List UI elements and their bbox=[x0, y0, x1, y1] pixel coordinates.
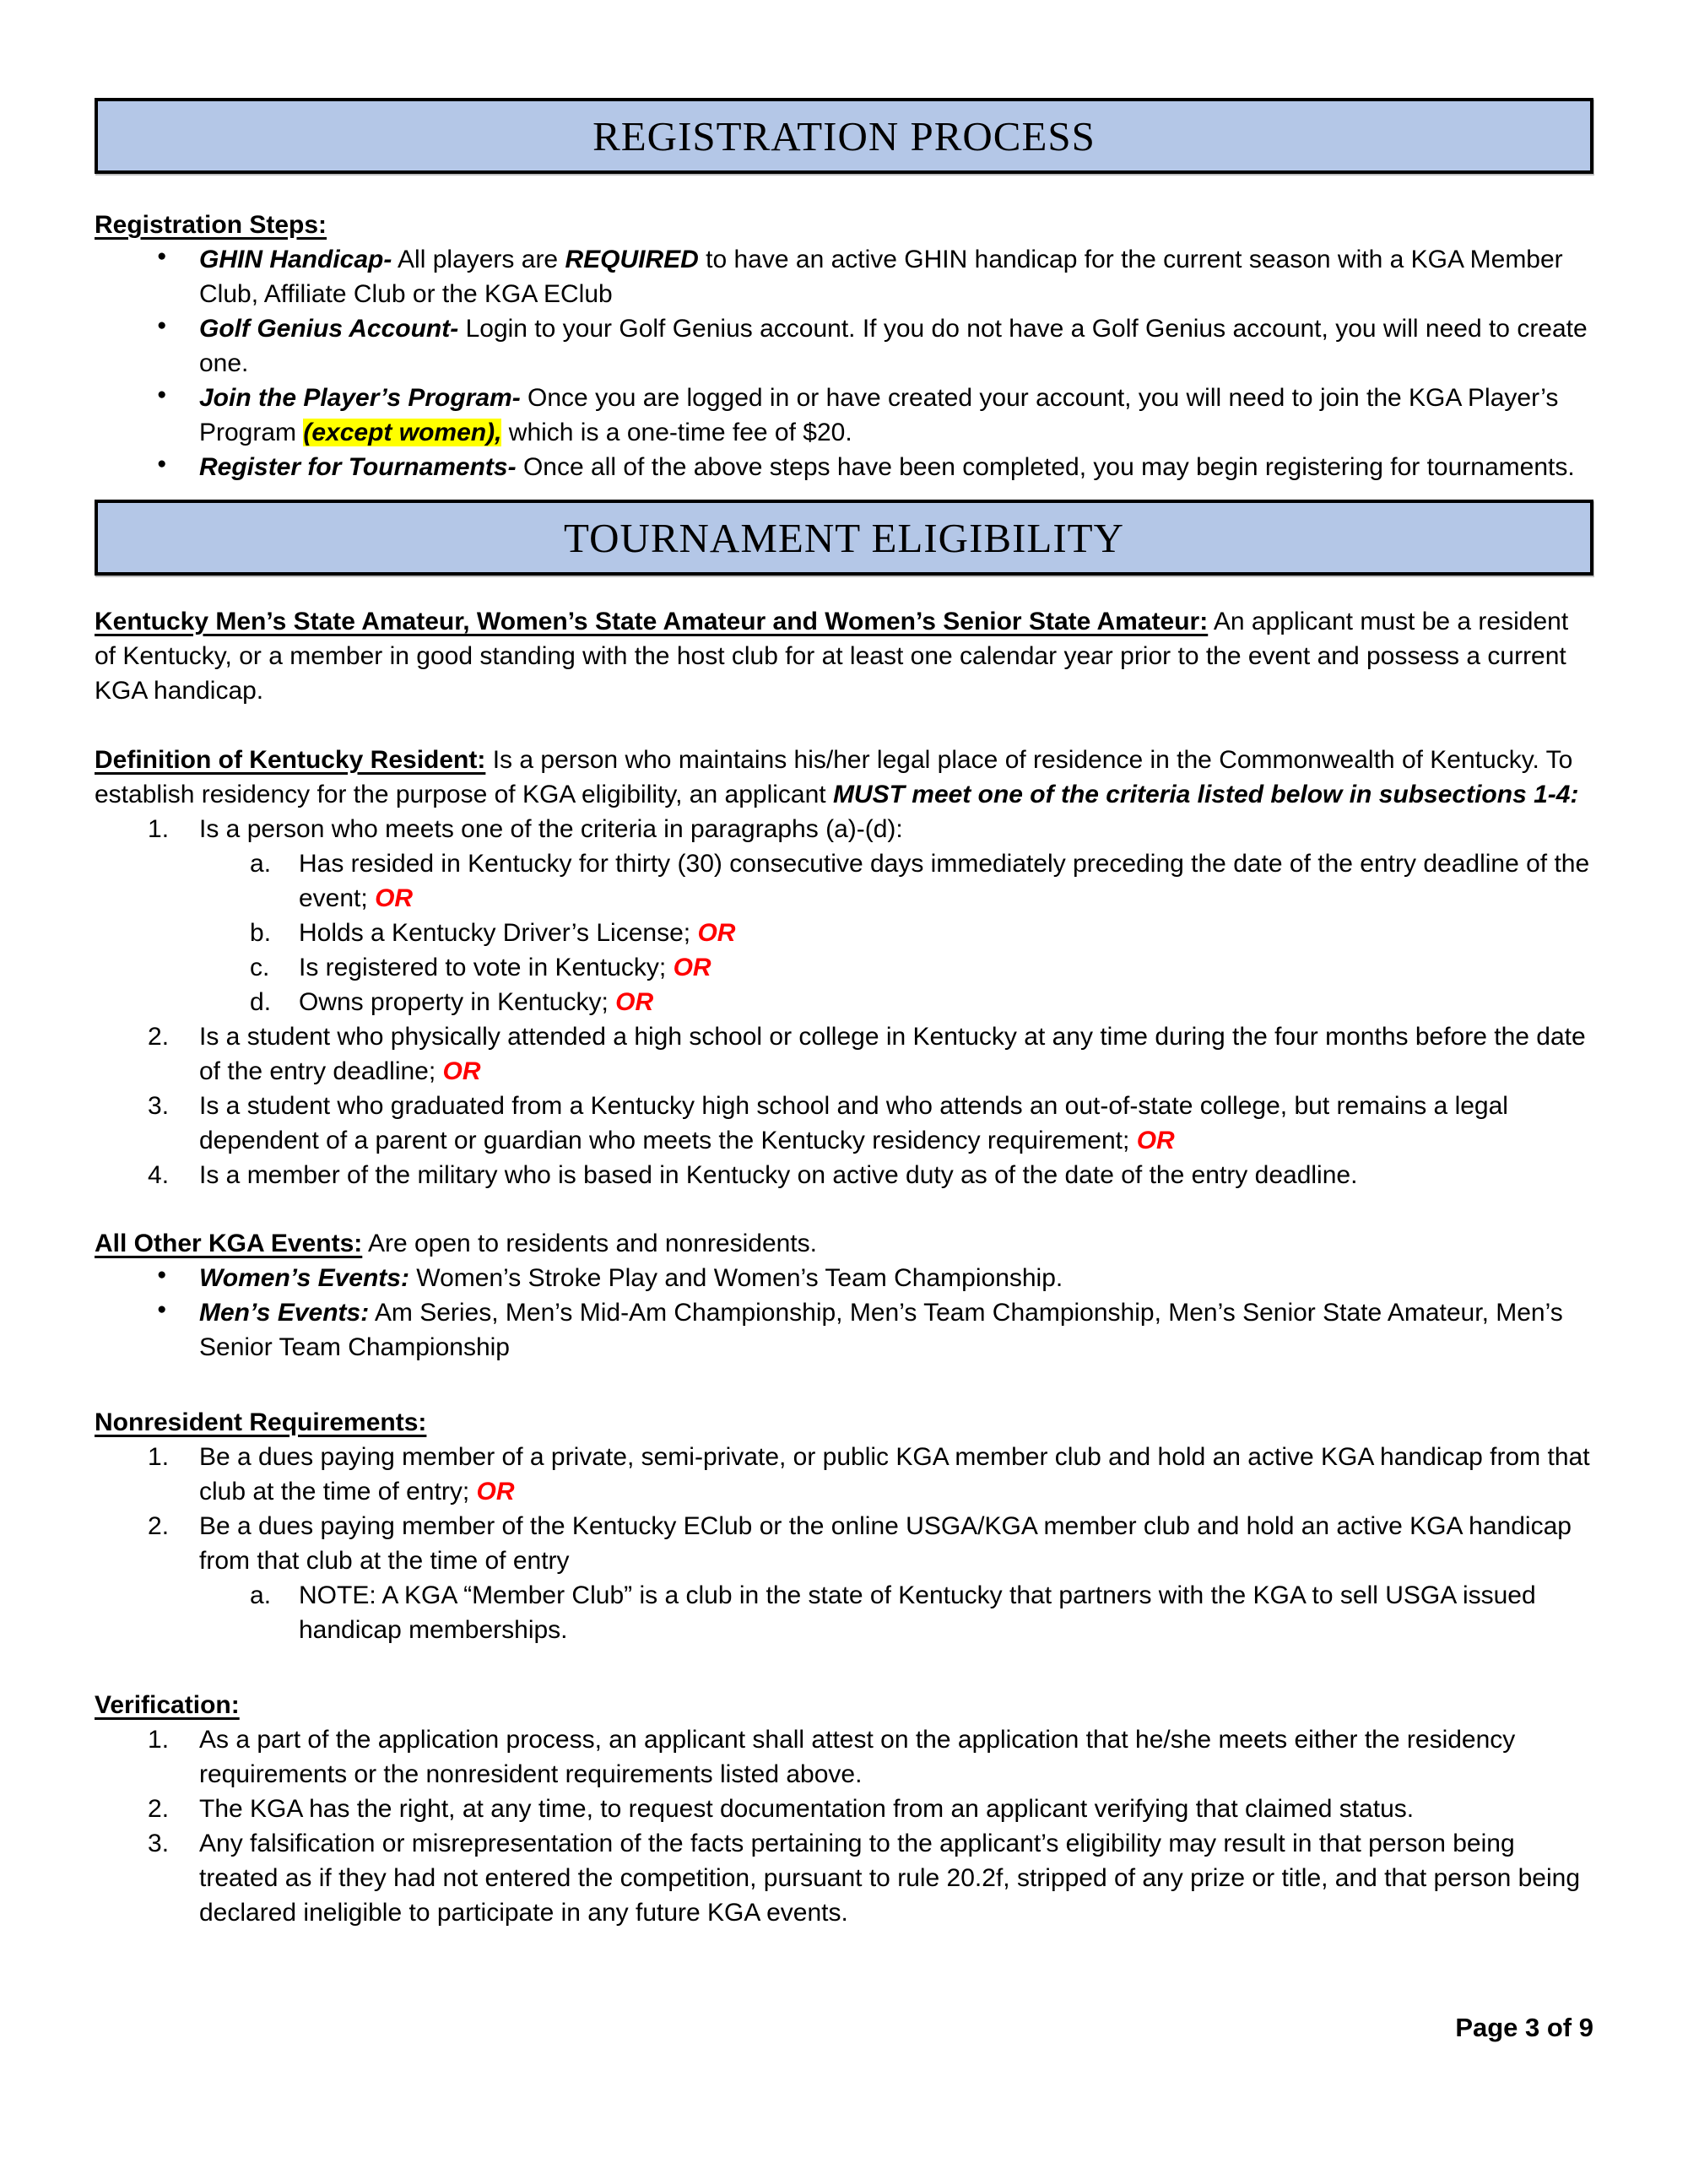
page-number bbox=[1455, 2010, 1593, 2045]
list-item bbox=[95, 242, 1593, 311]
list-item bbox=[95, 1792, 1593, 1826]
list-item bbox=[199, 916, 1593, 950]
registration-steps-list bbox=[95, 242, 1593, 484]
registration-process-banner bbox=[95, 98, 1593, 174]
list-item bbox=[199, 1578, 1593, 1647]
list-item bbox=[95, 1261, 1593, 1295]
text-segment: Women’s Stroke Play and Women’s Team Championship. bbox=[408, 1264, 1063, 1292]
or-label: OR bbox=[673, 954, 711, 981]
section-heading-text: Nonresident Requirements: bbox=[95, 1408, 427, 1436]
highlighted-text: (except women), bbox=[303, 419, 502, 446]
list-item bbox=[95, 450, 1593, 484]
list-item bbox=[95, 812, 1593, 1019]
list-item bbox=[199, 985, 1593, 1019]
section-heading-text: Verification: bbox=[95, 1691, 240, 1719]
list-item bbox=[95, 1295, 1593, 1365]
verification-heading bbox=[95, 1688, 1593, 1722]
text-segment: All players are bbox=[392, 246, 565, 273]
text-segment: Are open to residents and nonresidents. bbox=[362, 1230, 817, 1257]
bold-lead: Golf Genius Account- bbox=[199, 315, 459, 343]
or-label: OR bbox=[476, 1478, 515, 1506]
paragraph-lead: Definition of Kentucky Resident: bbox=[95, 746, 486, 774]
page-number-text: Page 3 of 9 bbox=[1455, 2013, 1593, 2042]
list-item bbox=[95, 1158, 1593, 1192]
or-label: OR bbox=[697, 919, 736, 947]
list-item bbox=[95, 1089, 1593, 1158]
text-segment: The KGA has the right, at any time, to request documentation from an applicant verifying that claimed status. bbox=[199, 1795, 1415, 1823]
all-other-events-paragraph bbox=[95, 1226, 1593, 1261]
text-segment: Has resided in Kentucky for thirty (30) consecutive days immediately preceding the date of the entry deadline of the event; bbox=[299, 850, 1590, 912]
text-segment: Is a member of the military who is based in Kentucky on active duty as of the date of the entry deadline. bbox=[199, 1161, 1358, 1189]
list-item bbox=[95, 1509, 1593, 1647]
text-segment: Be a dues paying member of the Kentucky EClub or the online USGA/KGA member club and hold an active KGA handicap from that club at the time of entry bbox=[199, 1512, 1572, 1575]
bold-lead: Register for Tournaments- bbox=[199, 453, 517, 481]
list-item bbox=[95, 381, 1593, 450]
bold-lead: Join the Player’s Program- bbox=[199, 384, 521, 412]
nonresident-note-sublist bbox=[199, 1578, 1593, 1647]
list-item bbox=[95, 1826, 1593, 1930]
residency-criteria-list bbox=[95, 812, 1593, 1192]
or-label: OR bbox=[375, 884, 414, 912]
list-item bbox=[95, 311, 1593, 381]
paragraph-lead: All Other KGA Events: bbox=[95, 1230, 363, 1257]
list-item bbox=[199, 950, 1593, 985]
paragraph-lead: Kentucky Men’s State Amateur, Women’s State Amateur and Women’s Senior State Amateur: bbox=[95, 608, 1209, 635]
text-segment: Once you are logged in or have created your account, you will need to join the KGA Player’s Program bbox=[199, 384, 1559, 446]
nonresident-requirements-list bbox=[95, 1440, 1593, 1647]
list-item bbox=[95, 1722, 1593, 1792]
or-label: OR bbox=[1136, 1127, 1175, 1154]
text-segment: Once all of the above steps have been completed, you may begin registering for tournaments. bbox=[516, 453, 1575, 481]
text-segment: Is registered to vote in Kentucky; bbox=[299, 954, 674, 981]
list-item bbox=[95, 1440, 1593, 1509]
resident-definition-paragraph bbox=[95, 743, 1593, 812]
text-segment: An applicant must be a resident of Kentucky, or a member in good standing with the host club for at least one calendar year prior to the event and possess a current KGA handicap. bbox=[95, 608, 1569, 705]
text-segment: Am Series, Men’s Mid-Am Championship, Men’s Team Championship, Men’s Senior State Amateur, Men’s Senior Team Championship bbox=[199, 1299, 1563, 1361]
bold-lead: Men’s Events: bbox=[199, 1299, 370, 1327]
text-segment: As a part of the application process, an applicant shall attest on the application that he/she meets either the residency requirements or the nonresident requirements listed above. bbox=[199, 1726, 1516, 1788]
eligibility-banner-title: TOURNAMENT ELIGIBILITY bbox=[564, 514, 1124, 561]
text-segment: Is a person who maintains his/her legal place of residence in the Commonwealth of Kentucky. To establish residency for the purpose of KGA eligibility, an applicant bbox=[95, 746, 1573, 808]
nonresident-requirements-heading bbox=[95, 1405, 1593, 1440]
section-heading-text: Registration Steps: bbox=[95, 211, 327, 239]
registration-banner-title: REGISTRATION PROCESS bbox=[592, 112, 1096, 159]
state-amateur-paragraph bbox=[95, 604, 1593, 708]
text-segment: Be a dues paying member of a private, semi-private, or public KGA member club and hold an active KGA handicap from that club at the time of entry; bbox=[199, 1443, 1590, 1506]
text-segment: Login to your Golf Genius account. If you do not have a Golf Genius account, you will need to create one. bbox=[199, 315, 1588, 377]
text-segment: Is a student who graduated from a Kentucky high school and who attends an out-of-state college, but remains a legal dependent of a parent or guardian who meets the Kentucky residency requirement; bbox=[199, 1092, 1508, 1154]
or-label: OR bbox=[615, 988, 654, 1016]
text-segment: which is a one-time fee of $20. bbox=[501, 419, 852, 446]
text-segment: Holds a Kentucky Driver’s License; bbox=[299, 919, 698, 947]
residency-criteria-sublist bbox=[199, 846, 1593, 1019]
text-segment: Any falsification or misrepresentation of the facts pertaining to the applicant’s eligibility may result in that person being treated as if they had not entered the competition, pursuant to rule 20.2f, stripped of any prize or title, and that person being declared ineligible to participate in any future KGA events. bbox=[199, 1830, 1581, 1927]
list-item bbox=[199, 846, 1593, 916]
tournament-eligibility-banner bbox=[95, 500, 1593, 576]
emphasized-text: REQUIRED bbox=[565, 246, 699, 273]
list-item bbox=[95, 1019, 1593, 1089]
verification-list bbox=[95, 1722, 1593, 1930]
bold-lead: Women’s Events: bbox=[199, 1264, 409, 1292]
text-segment: Is a student who physically attended a high school or college in Kentucky at any time during the four months before the date of the entry deadline; bbox=[199, 1023, 1586, 1085]
registration-steps-heading bbox=[95, 208, 1593, 242]
text-segment: Is a person who meets one of the criteria in paragraphs (a)-(d): bbox=[199, 815, 903, 843]
emphasized-text: MUST meet one of the criteria listed below in subsections 1-4: bbox=[832, 781, 1579, 808]
bold-lead: GHIN Handicap- bbox=[199, 246, 392, 273]
text-segment: NOTE: A KGA “Member Club” is a club in the state of Kentucky that partners with the KGA to sell USGA issued handicap memberships. bbox=[299, 1581, 1536, 1644]
or-label: OR bbox=[442, 1057, 481, 1085]
text-segment: Owns property in Kentucky; bbox=[299, 988, 616, 1016]
other-events-list bbox=[95, 1261, 1593, 1365]
text-segment: to have an active GHIN handicap for the current season with a KGA Member Club, Affiliate Club or the KGA EClub bbox=[199, 246, 1563, 308]
